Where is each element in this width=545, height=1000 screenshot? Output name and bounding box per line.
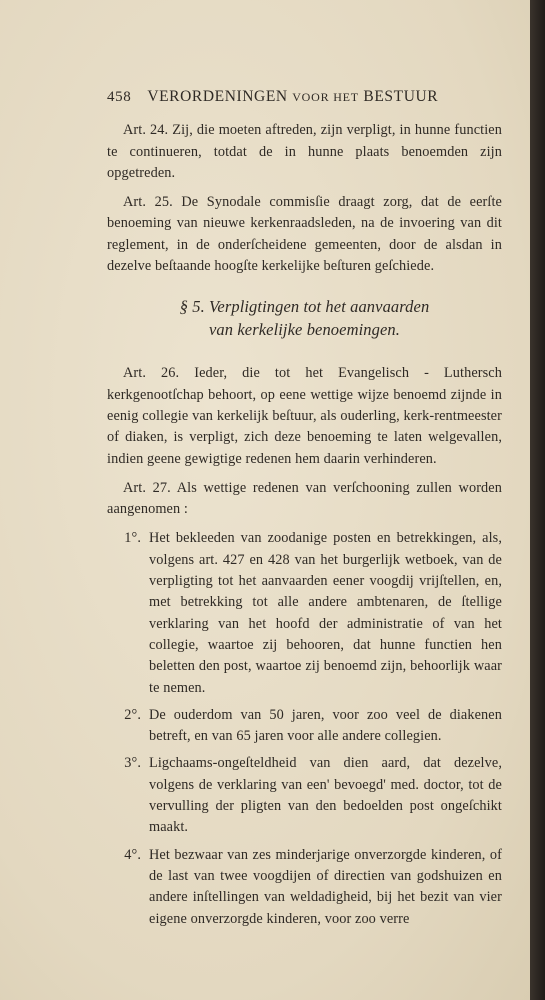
section-heading-line-2: van kerkelijke benoemingen.: [209, 320, 400, 340]
article-25: Art. 25. De Synodale commisſie draagt zorg, dat de eerſte benoeming van nieuwe kerkenraadsleden, na de invoering van dit reglement, in de onderſcheidene gemeenten, door de alsdan in dezelve beſtaande hoogſte kerkelijke beſturen geſchiede.: [107, 194, 502, 275]
running-title-part-3: BESTUUR: [363, 88, 439, 105]
list-item-number: 3°.: [124, 755, 141, 772]
section-heading-line-1: § 5. Verpligtingen tot het aanvaarden: [179, 297, 430, 317]
running-title: [147, 86, 438, 108]
page-number: 458: [107, 89, 132, 105]
page-edge-shadow: [530, 0, 545, 1000]
section-heading: [107, 295, 502, 341]
list-item-text: Het bekleeden van zoodanige posten en betrekkingen, als, volgens art. 427 en 428 van het burgerlijk wetboek, van de verpligting tot het aanvaarden eener voogdij vrijſtellen, en, met betrekking tot alle andere ambtenaren, de ſtellige verklaring van het hoofd der administratie of van het collegie, waartoe zij behooren, dat hunne functien hen beletten den post, waartoe zij benoemd zijn, behoorlijk waar te nemen.: [149, 530, 502, 696]
list-item: [107, 528, 502, 698]
list-item-text: De ouderdom van 50 jaren, voor zoo veel de diakenen betreft, en van 65 jaren voor alle andere collegien.: [149, 706, 502, 745]
list-item-number: 4°.: [124, 846, 141, 863]
running-title-part-2: VOOR HET: [292, 90, 359, 104]
list-item-text: Het bezwaar van zes minderjarige onverzorgde kinderen, of de last van twee voogdijen of directien van godshuizen en andere inſtellingen van weldadigheid, bij het bezit van vier eigene onverzorgde kinderen, voor zoo verre: [149, 846, 502, 927]
running-header: [107, 86, 502, 108]
article-27: Art. 27. Als wettige redenen van verſchooning zullen worden aangenomen :: [107, 479, 502, 518]
list-item-text: Ligchaams-ongeſteldheid van dien aard, dat dezelve, volgens de verklaring van een' bevoegd' med. doctor, tot de vervulling der pligten van den bedoelden post ongeſchikt maakt.: [149, 755, 502, 836]
list-item: [107, 705, 502, 748]
article-24: Art. 24. Zij, die moeten aftreden, zijn verpligt, in hunne functien te continueren, totdat de in hunne plaats benoemden zijn opgetreden.: [107, 122, 502, 181]
article-26: Art. 26. Ieder, die tot het Evangelisch - Luthersch kerkgenootſchap behoort, op eene wettige wijze benoemd zijnde in eenig collegie van kerkelijk beſtuur, als ouderling, kerk-rentmeester of diaken, is verpligt, zich deze benoeming te laten welgevallen, indien geene gewigtige redenen hem daarin verhinderen.: [107, 365, 502, 467]
page-text: [107, 86, 502, 936]
list-item: [107, 845, 502, 930]
list-item-number: 2°.: [124, 706, 141, 723]
list-item: [107, 753, 502, 838]
running-title-part-1: VERORDENINGEN: [147, 88, 288, 105]
list-item-number: 1°.: [124, 530, 141, 547]
